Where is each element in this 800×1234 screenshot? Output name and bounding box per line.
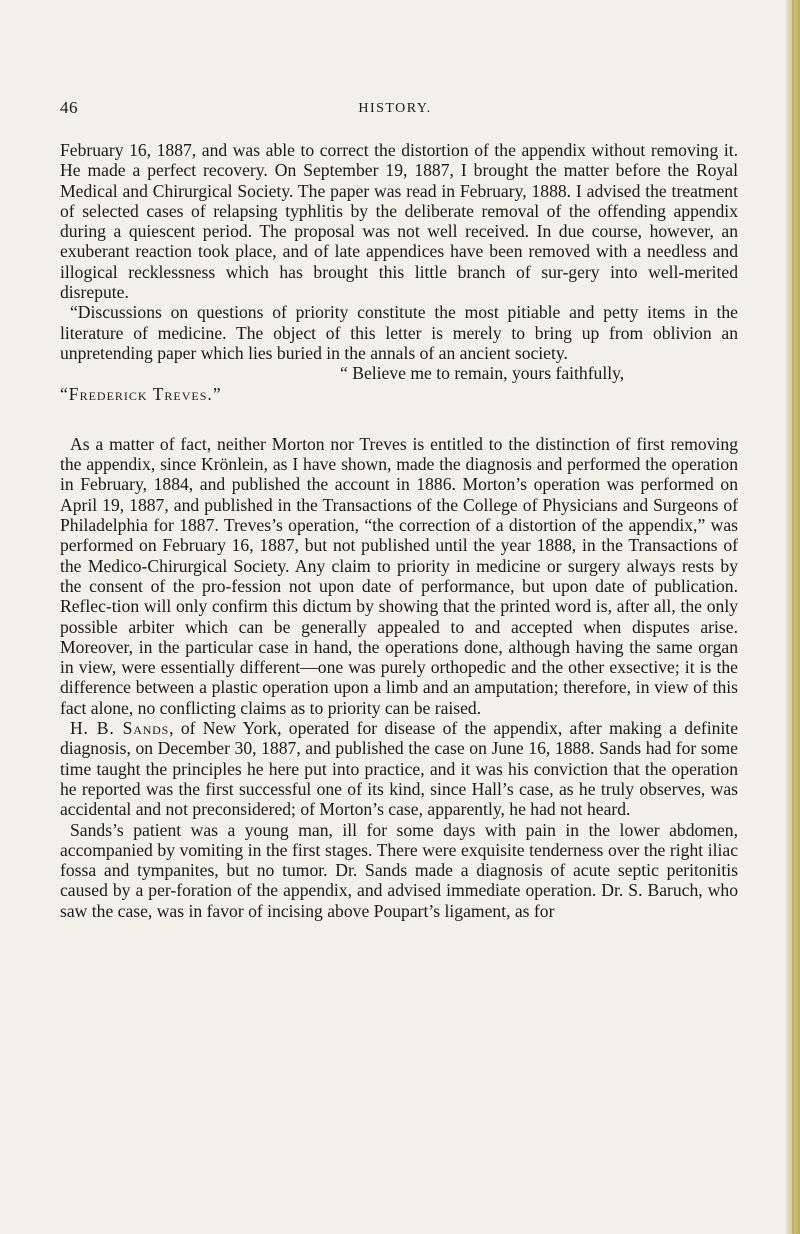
letter-signature: “Frederick Treves.”	[60, 383, 222, 404]
sands-text: , of New York, operated for disease of the appendix, after making a definite diagnosis, on December 30, 1887, and published the case on June 16, 1888. Sands had for some time taught the principles he here put into practice, and it was his conviction that the operation he reported was the first successful one of its kind, since Hall’s case, as he truly observes, was accidental and not preconsidered; of Morton’s case, apparently, he had not heard.	[60, 718, 739, 820]
section-gap	[60, 404, 738, 434]
paragraph-priority: As a matter of fact, neither Morton nor Treves is entitled to the distinction of first removing the appendix, since Krönlein, as I have shown, made the diagnosis and performed the operation in February, 1884, and published the account in 1886. Morton’s operation was performed on April 19, 1887, and published in the Transactions of the College of Physicians and Surgeons of Philadelphia for 1887. Treves’s operation, “the correction of a distortion of the appendix,” was performed on February 16, 1887, but not published until the year 1888, in the Transactions of the Medico-Chirurgical Society. Any claim to priority in medicine or surgery always rests by the consent of the pro-fession not upon date of performance, but upon date of publication. Reflec-tion will only confirm this dictum by showing that the printed word is, after all, the only possible arbiter which can be generally appealed to and accepted when disputes arise. Moreover, in the particular case in hand, the operations done, although having the same organ in view, were essentially different—one was purely orthopedic and the other exsective; it is the difference between a plastic operation upon a limb and an amputation; therefore, in view of this fact alone, no conflicting claims as to priority can be raised.	[60, 433, 738, 718]
page-number: 46	[60, 98, 78, 117]
letter-closing: “ Believe me to remain, yours faithfully,	[340, 363, 625, 384]
letter-paragraph-1: February 16, 1887, and was able to correct the distortion of the appendix without removing it. He made a perfect recovery. On September 19, 1887, I brought the matter before the Royal Medical and Chirurgical Society. The paper was read in February, 1888. I advised the treatment of selected cases of relapsing typhlitis by the deliberate removal of the offending appendix during a quiescent period. The proposal was not well received. In due course, however, an exuberant reaction took place, and of late appendices have been removed with a needless and illogical recklessness which has brought this little branch of sur-gery into well-merited disrepute.	[60, 140, 738, 303]
sands-name: H. B. Sands	[70, 718, 170, 739]
page-body	[60, 140, 738, 921]
paragraph-patient: Sands’s patient was a young man, ill for some days with pain in the lower abdomen, accompanied by vomiting in the first stages. There were exquisite tenderness over the right iliac fossa and tympanites, but no tumor. Dr. Sands made a diagnosis of acute septic peritonitis caused by a per-foration of the appendix, and advised immediate operation. Dr. S. Baruch, who saw the case, was in favor of incising above Poupart’s ligament, as for	[60, 819, 738, 921]
page-header	[60, 98, 730, 120]
page-edge	[786, 0, 800, 1234]
running-head: HISTORY.	[358, 101, 432, 116]
paragraph-sands	[60, 718, 738, 819]
letter-paragraph-2: “Discussions on questions of priority constitute the most pitiable and petty items in the literature of medicine. The object of this letter is merely to bring up from oblivion an unpretending paper which lies buried in the annals of an ancient society.	[60, 302, 738, 363]
